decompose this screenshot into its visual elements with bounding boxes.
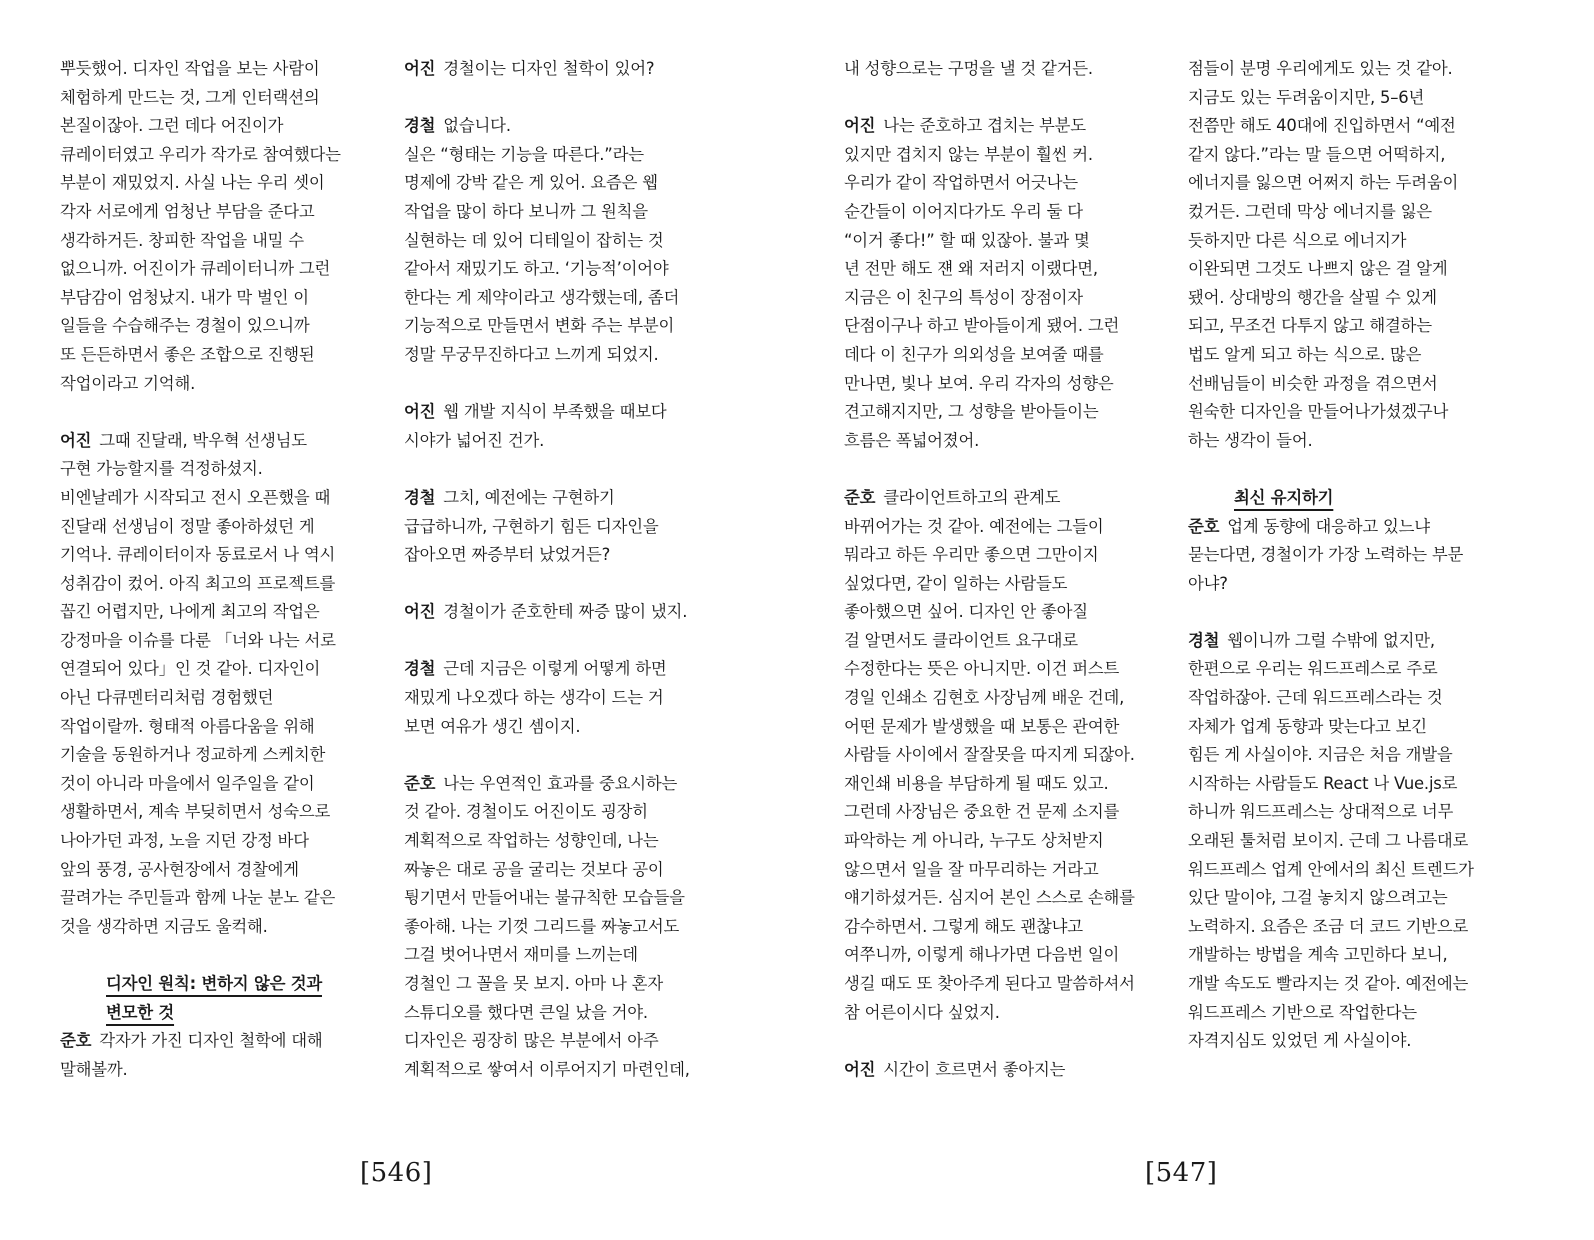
text-line: 실현하는 데 있어 디테일이 잡히는 것 <box>404 230 664 250</box>
text-line: 체험하게 만드는 것, 그게 인터랙션의 <box>60 87 320 107</box>
paragraph <box>404 484 744 570</box>
speaker-name: 어진 <box>404 402 436 422</box>
paragraph <box>1188 627 1528 1056</box>
text-line: 것 같아. 경철이도 어진이도 굉장히 <box>404 802 648 822</box>
text-line: 내 성향으로는 구멍을 낼 것 같거든. <box>844 59 1093 78</box>
text-line: 만나면, 빛나 보여. 우리 각자의 성향은 <box>844 373 1114 393</box>
text-line: 튕기면서 만들어내는 불규칙한 모습들을 <box>404 888 685 908</box>
text-line: 계획적으로 쌓여서 이루어지기 마련인데, <box>404 1059 690 1079</box>
text-line: 선배님들이 비슷한 과정을 겪으면서 <box>1188 373 1438 393</box>
paragraph <box>404 112 744 369</box>
text-line <box>404 55 744 84</box>
text-line: 어떤 문제가 발생했을 때 보통은 관여한 <box>844 716 1120 736</box>
speech-text: 웹 개발 지식이 부족했을 때보다 <box>443 402 667 422</box>
speaker-name: 경철 <box>404 116 436 136</box>
speaker-name: 준호 <box>844 487 876 507</box>
text-line: 년 전만 해도 쟨 왜 저러지 이랬다면, <box>844 259 1098 279</box>
text-line: 뭐라고 하든 우리만 좋으면 그만이지 <box>844 545 1099 565</box>
text-line: “이거 좋다!” 할 때 있잖아. 불과 몇 <box>844 230 1090 250</box>
text-line: 앞의 풍경, 공사현장에서 경찰에게 <box>60 859 299 879</box>
speaker-name: 준호 <box>60 1031 92 1051</box>
text-line <box>404 398 744 427</box>
text-line: 단점이구나 하고 받아들이게 됐어. 그런 <box>844 316 1120 336</box>
text-line: 없으니까. 어진이가 큐레이터니까 그런 <box>60 259 331 279</box>
speech-text: 나는 우연적인 효과를 중요시하는 <box>443 773 678 793</box>
text-line: 에너지를 잃으면 어쩌지 하는 두려움이 <box>1188 173 1459 193</box>
text-line: 됐어. 상대방의 행간을 살필 수 있게 <box>1188 287 1437 307</box>
text-line: 워드프레스 업계 안에서의 최신 트렌드가 <box>1188 859 1474 879</box>
text-line: 뿌듯했어. 디자인 작업을 보는 사람이 <box>60 59 320 78</box>
text-line: 계획적으로 작업하는 성향인데, 나는 <box>404 831 659 851</box>
text-line <box>844 484 1174 513</box>
text-line: 진달래 선생님이 정말 좋아하셨던 게 <box>60 516 315 536</box>
speech-text: 웹이니까 그럴 수밖에 없지만, <box>1227 630 1435 650</box>
paragraph <box>404 598 744 627</box>
text-line: 일들을 수습해주는 경철이 있으니까 <box>60 316 310 336</box>
text-line: 워드프레스 기반으로 작업한다는 <box>1188 1002 1417 1022</box>
speech-text: 경철이는 디자인 철학이 있어? <box>443 59 655 78</box>
text-line <box>1188 627 1528 656</box>
text-line <box>404 598 744 627</box>
paragraph <box>60 55 390 398</box>
speech-text: 나는 준호하고 겹치는 부분도 <box>883 116 1086 136</box>
text-line: 하는 생각이 들어. <box>1188 430 1313 450</box>
text-line: 같아서 재밌기도 하고. ‘기능적’이어야 <box>404 259 669 279</box>
text-line: 큐레이터였고 우리가 작가로 참여했다는 <box>60 144 341 164</box>
text-line: 그런데 사장님은 중요한 건 문제 소지를 <box>844 802 1120 822</box>
text-line: 성취감이 컸어. 아직 최고의 프로젝트를 <box>60 573 336 593</box>
text-line <box>844 1056 1174 1085</box>
speech-text: 근데 지금은 이렇게 어떻게 하면 <box>443 659 667 679</box>
speaker-name: 경철 <box>404 487 436 507</box>
paragraph <box>1188 55 1528 455</box>
text-line: 생활하면서, 계속 부딪히면서 성숙으로 <box>60 802 331 822</box>
text-line: 데다 이 친구가 의외성을 보여줄 때를 <box>844 344 1104 364</box>
text-line: 얘기하셨거든. 심지어 본인 스스로 손해를 <box>844 888 1135 908</box>
speaker-name: 경철 <box>404 659 436 679</box>
column-1 <box>60 55 390 1084</box>
speech-text: 클라이언트하고의 관계도 <box>883 487 1061 507</box>
speech-text: 시간이 흐르면서 좋아지는 <box>883 1059 1066 1079</box>
paragraph <box>844 55 1174 84</box>
text-line: 경일 인쇄소 김현호 사장님께 배운 건데, <box>844 688 1125 708</box>
text-line: 않으면서 일을 잘 마무리하는 거라고 <box>844 859 1099 879</box>
text-line: 되고, 무조건 다투지 않고 해결하는 <box>1188 316 1432 336</box>
text-line: 흐름은 폭넓어졌어. <box>844 430 980 450</box>
text-line: 한다는 게 제약이라고 생각했는데, 좀더 <box>404 287 680 307</box>
text-line: 보면 여유가 생긴 셈이지. <box>404 716 581 736</box>
text-line: 시야가 넓어진 건가. <box>404 430 545 450</box>
page-number-left: [546] <box>360 1158 433 1188</box>
text-line: 듯하지만 다른 식으로 에너지가 <box>1188 230 1407 250</box>
speech-text: 경철이가 준호한테 짜증 많이 냈지. <box>443 602 688 622</box>
text-line: 재밌게 나오겠다 하는 생각이 드는 거 <box>404 688 664 708</box>
text-line: 같지 않다.”라는 말 들으면 어떡하지, <box>1188 144 1446 164</box>
text-line: 자체가 업계 동향과 맞는다고 보긴 <box>1188 716 1427 736</box>
paragraph <box>404 655 744 741</box>
section-heading <box>1234 484 1528 513</box>
text-line: 구현 가능할지를 걱정하셨지. <box>60 459 263 479</box>
speech-text: 그치, 예전에는 구현하기 <box>443 487 615 507</box>
text-line: 있지만 겹치지 않는 부분이 훨씬 커. <box>844 144 1093 164</box>
text-line: 작업이랄까. 형태적 아름다움을 위해 <box>60 716 315 736</box>
text-line: 여쭈니까, 이렇게 해나가면 다음번 일이 <box>844 945 1120 965</box>
text-line: 걸 알면서도 클라이언트 요구대로 <box>844 630 1078 650</box>
text-line: 변모한 것 <box>106 1002 175 1022</box>
text-line: 참 어른이시다 싶었지. <box>844 1002 1000 1022</box>
speaker-name: 어진 <box>404 602 436 622</box>
text-line: 부담감이 엄청났지. 내가 막 벌인 이 <box>60 287 309 307</box>
text-line: 좋아했으면 싶어. 디자인 안 좋아질 <box>844 602 1088 622</box>
text-line: 짜놓은 대로 공을 굴리는 것보다 공이 <box>404 859 664 879</box>
text-line: 개발 속도도 빨라지는 것 같아. 예전에는 <box>1188 974 1469 993</box>
speech-text: 업계 동향에 대응하고 있느냐 <box>1227 516 1430 536</box>
text-line: 기능적으로 만들면서 변화 주는 부분이 <box>404 316 675 336</box>
text-line: 강정마을 이슈를 다룬 「너와 나는 서로 <box>60 630 336 650</box>
text-line: 최신 유지하기 <box>1234 487 1334 507</box>
text-line: 것을 생각하면 지금도 울컥해. <box>60 916 268 936</box>
text-line <box>404 484 744 513</box>
text-line: 경철인 그 꼴을 못 보지. 아마 나 혼자 <box>404 974 663 993</box>
text-line: 법도 알게 되고 하는 식으로. 많은 <box>1188 344 1422 364</box>
text-line: 디자인은 굉장히 많은 부분에서 아주 <box>404 1031 659 1051</box>
text-line: 아냐? <box>1188 573 1228 593</box>
text-line: 묻는다면, 경철이가 가장 노력하는 부문 <box>1188 545 1464 565</box>
text-line: 개발하는 방법을 계속 고민하다 보니, <box>1188 945 1448 965</box>
text-line: 컸거든. 그런데 막상 에너지를 잃은 <box>1188 201 1432 221</box>
speaker-name: 준호 <box>404 773 436 793</box>
text-line: 아닌 다큐멘터리처럼 경험했던 <box>60 688 274 708</box>
text-line: 한편으로 우리는 워드프레스로 주로 <box>1188 659 1438 679</box>
text-line: 작업하잖아. 근데 워드프레스라는 것 <box>1188 688 1443 708</box>
text-line: 부분이 재밌었지. 사실 나는 우리 셋이 <box>60 173 325 193</box>
text-line <box>60 1027 390 1056</box>
text-line: 정말 무궁무진하다고 느끼게 되었지. <box>404 344 659 364</box>
speaker-name: 경철 <box>1188 630 1220 650</box>
paragraph <box>404 55 744 84</box>
text-line <box>1188 513 1528 542</box>
text-line: 본질이잖아. 그런 데다 어진이가 <box>60 116 284 136</box>
text-line: 급급하니까, 구현하기 힘든 디자인을 <box>404 516 659 536</box>
text-line: 바뀌어가는 것 같아. 예전에는 그들이 <box>844 516 1104 536</box>
speaker-name: 어진 <box>844 1059 876 1079</box>
text-line: 좋아해. 나는 기껏 그리드를 짜놓고서도 <box>404 916 680 936</box>
text-line: 잡아오면 짜증부터 났었거든? <box>404 545 611 565</box>
column-4 <box>1188 55 1528 1056</box>
text-line: 재인쇄 비용을 부담하게 될 때도 있고. <box>844 773 1109 793</box>
text-line: 자격지심도 있었던 게 사실이야. <box>1188 1031 1412 1051</box>
column-2 <box>404 55 744 1084</box>
text-line: 감수하면서. 그렇게 해도 괜찮냐고 <box>844 916 1083 936</box>
text-line: 각자 서로에게 엄청난 부담을 준다고 <box>60 201 315 221</box>
text-line: 실은 “형태는 기능을 따른다.”라는 <box>404 144 644 164</box>
text-line: 점들이 분명 우리에게도 있는 것 같아. <box>1188 59 1453 78</box>
speaker-name: 어진 <box>404 59 436 78</box>
speaker-name: 준호 <box>1188 516 1220 536</box>
speech-text: 각자가 가진 디자인 철학에 대해 <box>99 1031 323 1051</box>
text-line: 전쯤만 해도 40대에 진입하면서 “예전 <box>1188 116 1456 136</box>
text-line: 나아가던 과정, 노을 지던 강정 바다 <box>60 831 309 851</box>
text-line: 오래된 툴처럼 보이지. 근데 그 나름대로 <box>1188 831 1469 851</box>
text-line: 시작하는 사람들도 React 나 Vue.js로 <box>1188 773 1458 793</box>
text-line: 그걸 벗어나면서 재미를 느끼는데 <box>404 945 638 965</box>
text-line: 원숙한 디자인을 만들어나가셨겠구나 <box>1188 402 1449 422</box>
text-line: 견고해지지만, 그 성향을 받아들이는 <box>844 402 1099 422</box>
text-line <box>404 655 744 684</box>
speech-text: 없습니다. <box>443 116 511 136</box>
text-line: 있단 말이야, 그걸 놓치지 않으려고는 <box>1188 888 1448 908</box>
text-line: 하니까 워드프레스는 상대적으로 너무 <box>1188 802 1454 822</box>
text-line: 기억나. 큐레이터이자 동료로서 나 역시 <box>60 545 336 565</box>
text-line: 생각하거든. 창피한 작업을 내밀 수 <box>60 230 304 250</box>
section-heading <box>106 970 390 1027</box>
text-line: 기술을 동원하거나 정교하게 스케치한 <box>60 745 326 765</box>
text-line: 파악하는 게 아니라, 누구도 상처받지 <box>844 831 1104 851</box>
text-line <box>404 770 744 799</box>
text-line: 이완되면 그것도 나쁘지 않은 걸 알게 <box>1188 259 1448 279</box>
text-line <box>404 112 744 141</box>
text-line: 연결되어 있다」인 것 같아. 디자인이 <box>60 659 321 679</box>
text-line: 명제에 강박 같은 게 있어. 요즘은 웹 <box>404 173 658 193</box>
text-line: 비엔날레가 시작되고 전시 오픈했을 때 <box>60 487 331 507</box>
text-line: 수정한다는 뜻은 아니지만. 이건 퍼스트 <box>844 659 1120 679</box>
paragraph <box>404 770 744 1085</box>
text-line: 디자인 원칙: 변하지 않은 것과 <box>106 974 322 993</box>
speaker-name: 어진 <box>60 430 92 450</box>
text-line: 끌려가는 주민들과 함께 나눈 분노 같은 <box>60 888 336 908</box>
text-line: 싶었다면, 같이 일하는 사람들도 <box>844 573 1068 593</box>
page-number-right: [547] <box>1145 1158 1218 1188</box>
text-line: 꼽긴 어렵지만, 나에게 최고의 작업은 <box>60 602 320 622</box>
text-line <box>844 112 1174 141</box>
text-line: 또 든든하면서 좋은 조합으로 진행된 <box>60 344 315 364</box>
text-line: 지금도 있는 두려움이지만, 5–6년 <box>1188 87 1425 107</box>
text-line: 지금은 이 친구의 특성이 장점이자 <box>844 287 1083 307</box>
text-line: 사람들 사이에서 잘잘못을 따지게 되잖아. <box>844 745 1135 765</box>
paragraph <box>844 1056 1174 1085</box>
text-line: 스튜디오를 했다면 큰일 났을 거야. <box>404 1002 648 1022</box>
text-line: 생길 때도 또 찾아주게 된다고 말씀하셔서 <box>844 974 1135 993</box>
speaker-name: 어진 <box>844 116 876 136</box>
paragraph <box>60 427 390 942</box>
text-line: 말해볼까. <box>60 1059 128 1079</box>
paragraph <box>844 112 1174 455</box>
speech-text: 그때 진달래, 박우혁 선생님도 <box>99 430 307 450</box>
text-line: 노력하지. 요즘은 조금 더 코드 기반으로 <box>1188 916 1469 936</box>
text-line: 우리가 같이 작업하면서 어긋나는 <box>844 173 1078 193</box>
paragraph <box>844 484 1174 1027</box>
paragraph <box>404 398 744 455</box>
text-line: 것이 아니라 마을에서 일주일을 같이 <box>60 773 315 793</box>
paragraph <box>60 1027 390 1084</box>
text-line <box>60 427 390 456</box>
text-line: 힘든 게 사실이야. 지금은 처음 개발을 <box>1188 745 1453 765</box>
text-line: 순간들이 이어지다가도 우리 둘 다 <box>844 201 1083 221</box>
text-line: 작업이라고 기억해. <box>60 373 196 393</box>
text-line: 작업을 많이 하다 보니까 그 원칙을 <box>404 201 648 221</box>
paragraph <box>1188 513 1528 599</box>
column-3 <box>844 55 1174 1084</box>
